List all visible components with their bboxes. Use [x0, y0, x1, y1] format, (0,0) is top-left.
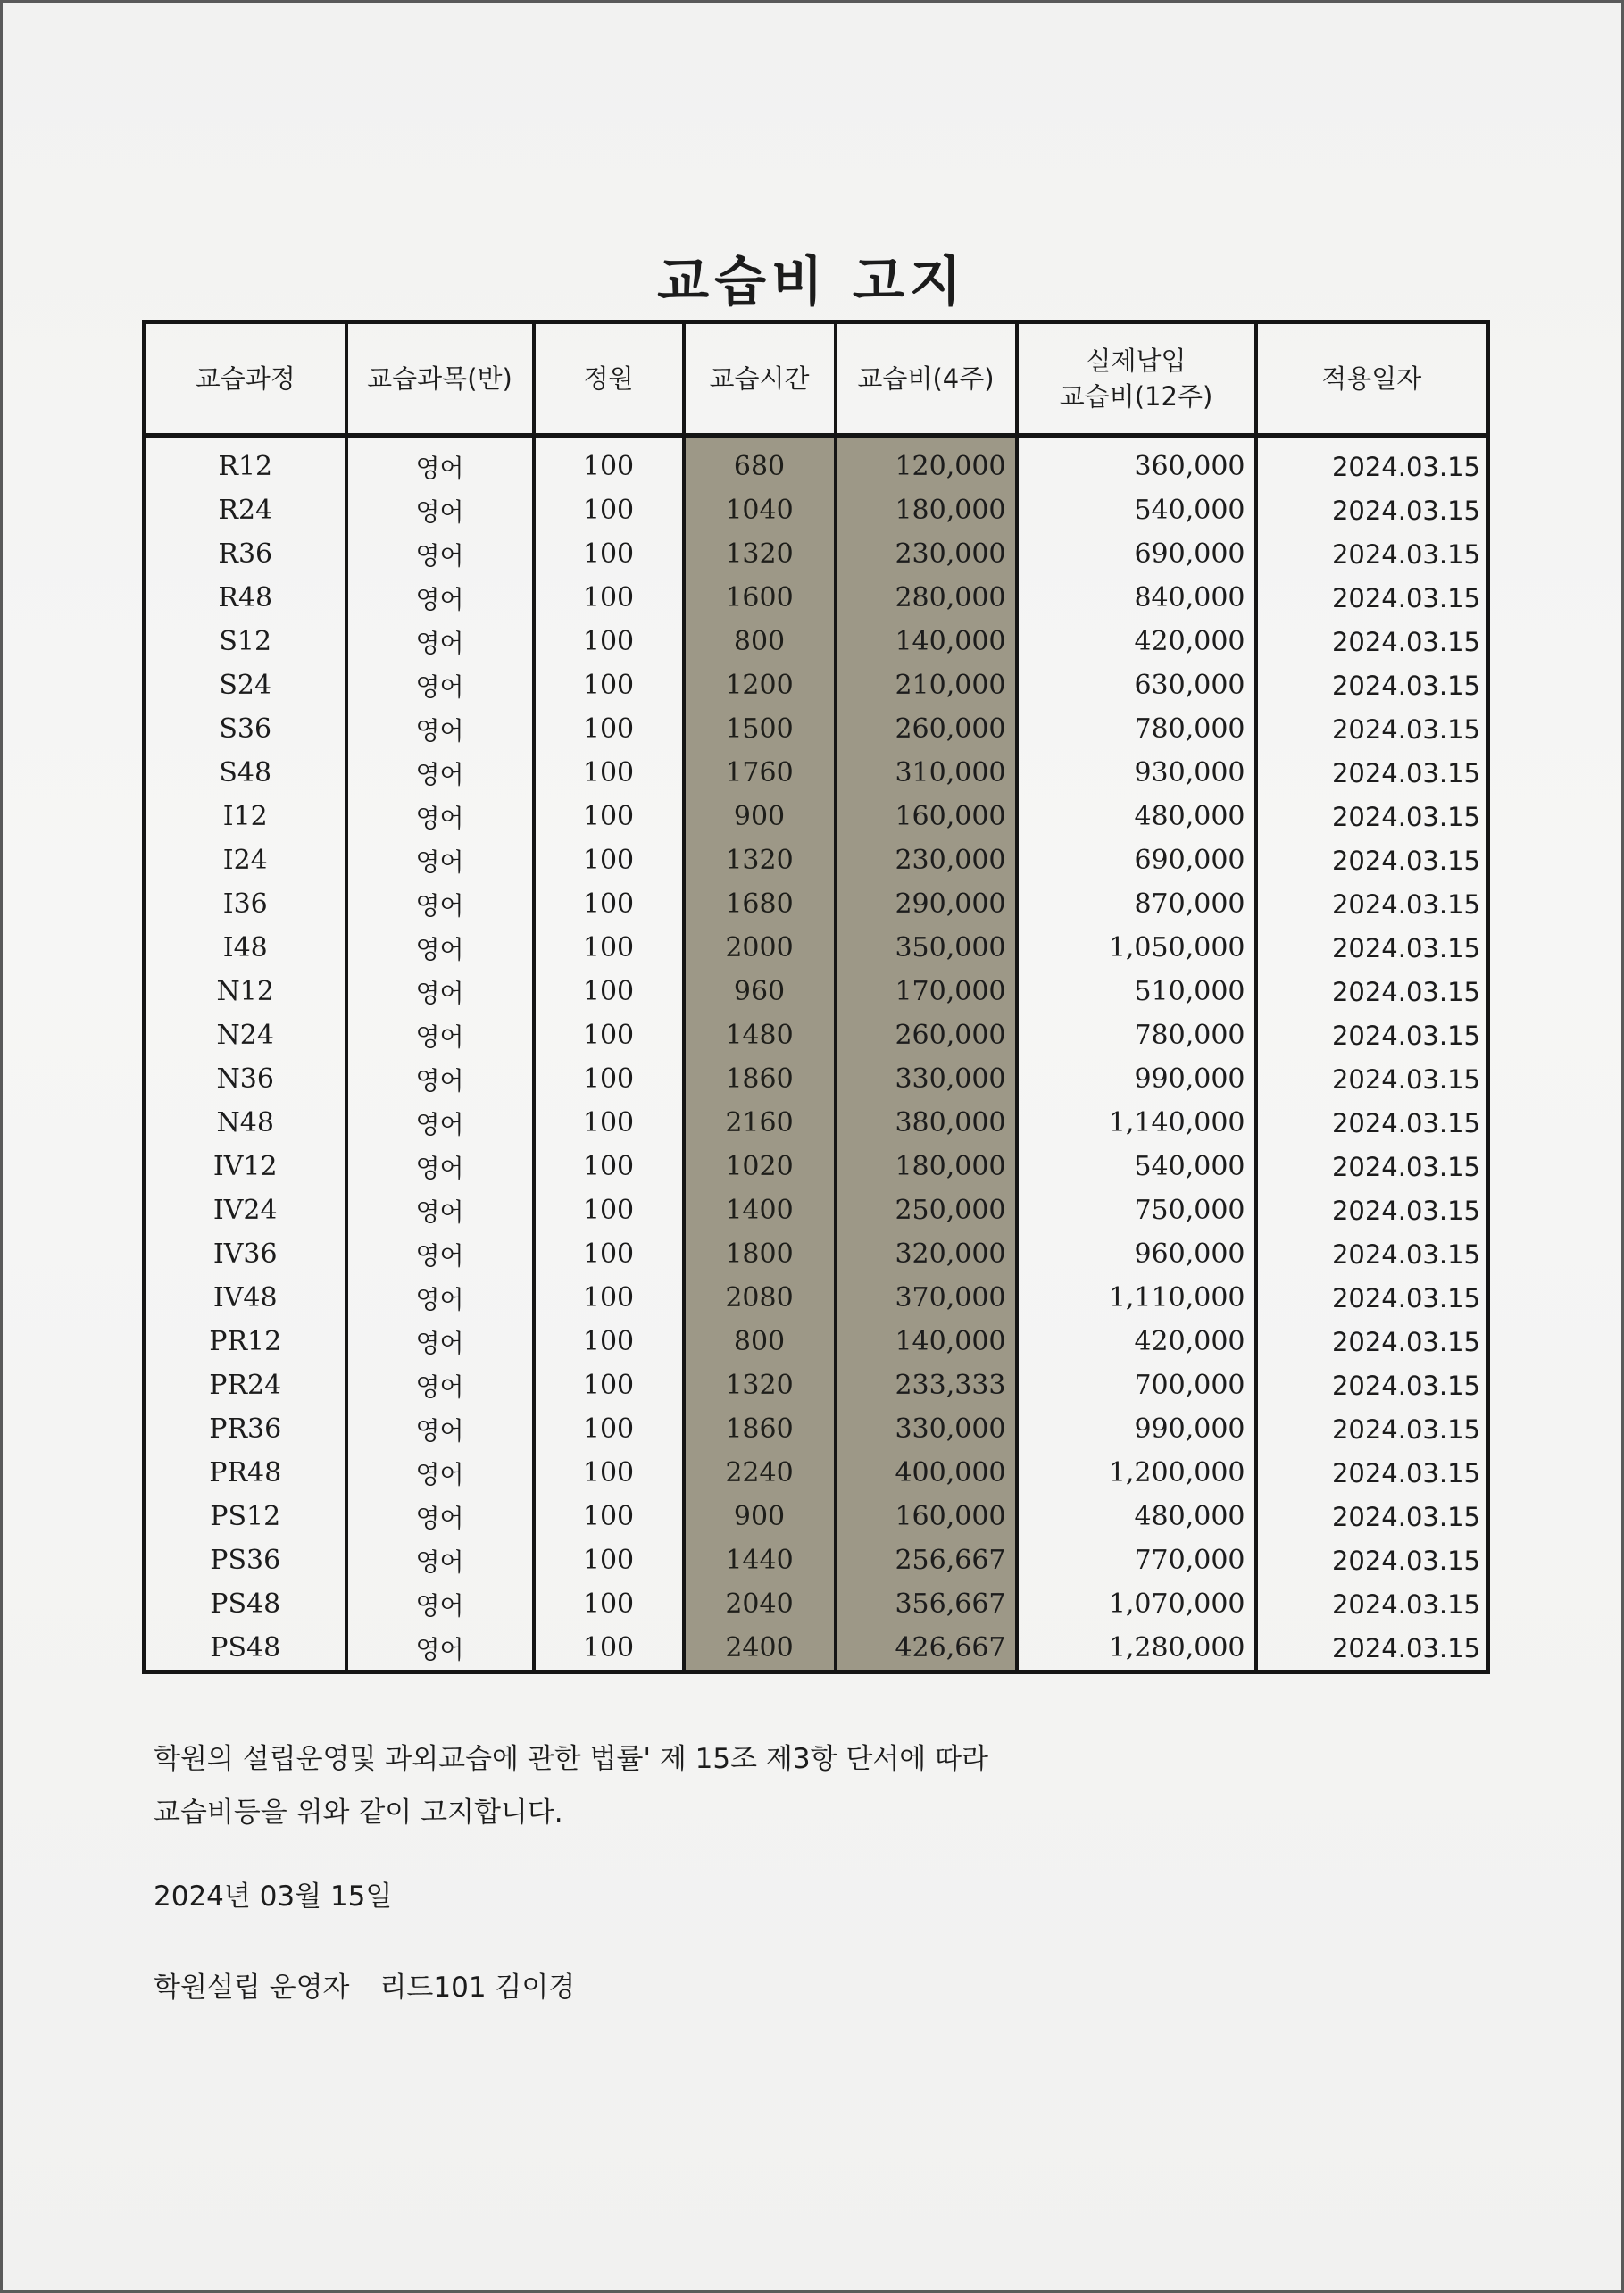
column-header: [1256, 322, 1488, 436]
fee-4-weeks-cell: 180,000: [836, 1145, 1017, 1188]
effective-date-cell: 2024.03.15: [1256, 838, 1488, 882]
fee-4-weeks-cell: 250,000: [836, 1188, 1017, 1232]
header-row: [145, 322, 1488, 436]
column-header-label: 적용일자: [1321, 363, 1422, 394]
table-row: [145, 1582, 1488, 1626]
effective-date-cell: 2024.03.15: [1256, 488, 1488, 532]
document-title: 교습비 고지: [657, 251, 967, 314]
table-row: [145, 1363, 1488, 1407]
subject-cell: 영어: [346, 1057, 534, 1101]
column-header: [534, 322, 684, 436]
table-row: [145, 926, 1488, 970]
effective-date-cell: 2024.03.15: [1256, 1363, 1488, 1407]
hours-cell: 1480: [684, 1013, 836, 1057]
fee-4-weeks-cell: 140,000: [836, 1320, 1017, 1363]
course-cell: IV24: [145, 1188, 346, 1232]
fee-12-weeks-cell: 1,110,000: [1017, 1276, 1256, 1320]
fee-12-weeks-cell: 360,000: [1017, 436, 1256, 489]
course-cell: N48: [145, 1101, 346, 1145]
table-row: [145, 1232, 1488, 1276]
hours-cell: 1200: [684, 663, 836, 707]
fee-12-weeks-cell: 540,000: [1017, 488, 1256, 532]
subject-cell: 영어: [346, 1495, 534, 1538]
hours-cell: 1600: [684, 576, 836, 620]
column-header-label: 정원: [583, 363, 634, 394]
course-cell: S48: [145, 751, 346, 795]
fee-12-weeks-cell: 1,200,000: [1017, 1451, 1256, 1495]
course-cell: IV12: [145, 1145, 346, 1188]
effective-date-cell: 2024.03.15: [1256, 1188, 1488, 1232]
column-header-label: 교습비(4주): [857, 363, 995, 394]
table-row: [145, 620, 1488, 663]
subject-cell: 영어: [346, 1538, 534, 1582]
table-row: [145, 576, 1488, 620]
course-cell: N24: [145, 1013, 346, 1057]
fee-4-weeks-cell: 180,000: [836, 488, 1017, 532]
column-header: [145, 322, 346, 436]
course-cell: IV48: [145, 1276, 346, 1320]
effective-date-cell: 2024.03.15: [1256, 436, 1488, 489]
effective-date-cell: 2024.03.15: [1256, 970, 1488, 1013]
effective-date-cell: 2024.03.15: [1256, 795, 1488, 838]
table-row: [145, 1057, 1488, 1101]
effective-date-cell: 2024.03.15: [1256, 1626, 1488, 1672]
notice-line-2: 교습비등을 위와 같이 고지합니다.: [154, 1797, 563, 1829]
fee-4-weeks-cell: 230,000: [836, 532, 1017, 576]
subject-cell: 영어: [346, 707, 534, 751]
effective-date-cell: 2024.03.15: [1256, 532, 1488, 576]
capacity-cell: 100: [534, 1538, 684, 1582]
hours-cell: 2000: [684, 926, 836, 970]
capacity-cell: 100: [534, 838, 684, 882]
capacity-cell: 100: [534, 751, 684, 795]
fee-12-weeks-cell: 780,000: [1017, 1013, 1256, 1057]
subject-cell: 영어: [346, 838, 534, 882]
fee-12-weeks-cell: 690,000: [1017, 532, 1256, 576]
effective-date-cell: 2024.03.15: [1256, 1538, 1488, 1582]
hours-cell: 1320: [684, 838, 836, 882]
fee-4-weeks-cell: 400,000: [836, 1451, 1017, 1495]
subject-cell: 영어: [346, 1101, 534, 1145]
fee-4-weeks-cell: 160,000: [836, 795, 1017, 838]
fee-12-weeks-cell: 1,280,000: [1017, 1626, 1256, 1672]
capacity-cell: 100: [534, 488, 684, 532]
effective-date-cell: 2024.03.15: [1256, 1451, 1488, 1495]
table-row: [145, 1538, 1488, 1582]
column-header: [684, 322, 836, 436]
fee-12-weeks-cell: 690,000: [1017, 838, 1256, 882]
hours-cell: 2400: [684, 1626, 836, 1672]
table-row: [145, 663, 1488, 707]
course-cell: R36: [145, 532, 346, 576]
course-cell: PR36: [145, 1407, 346, 1451]
subject-cell: 영어: [346, 1145, 534, 1188]
effective-date-cell: 2024.03.15: [1256, 882, 1488, 926]
course-cell: I24: [145, 838, 346, 882]
hours-cell: 800: [684, 620, 836, 663]
fee-12-weeks-cell: 780,000: [1017, 707, 1256, 751]
table-row: [145, 1276, 1488, 1320]
course-cell: PS48: [145, 1626, 346, 1672]
column-header-label: 교습시간: [709, 363, 810, 394]
column-header-label-line2: 교습비(12주): [1059, 381, 1213, 412]
subject-cell: 영어: [346, 1276, 534, 1320]
hours-cell: 800: [684, 1320, 836, 1363]
fee-12-weeks-cell: 960,000: [1017, 1232, 1256, 1276]
table-row: [145, 882, 1488, 926]
capacity-cell: 100: [534, 1276, 684, 1320]
hours-cell: 1680: [684, 882, 836, 926]
fee-12-weeks-cell: 1,070,000: [1017, 1582, 1256, 1626]
hours-cell: 1320: [684, 1363, 836, 1407]
effective-date-cell: 2024.03.15: [1256, 620, 1488, 663]
capacity-cell: 100: [534, 532, 684, 576]
table-row: [145, 436, 1488, 489]
fee-12-weeks-cell: 1,050,000: [1017, 926, 1256, 970]
effective-date-cell: 2024.03.15: [1256, 1582, 1488, 1626]
subject-cell: 영어: [346, 795, 534, 838]
capacity-cell: 100: [534, 1407, 684, 1451]
subject-cell: 영어: [346, 488, 534, 532]
subject-cell: 영어: [346, 751, 534, 795]
fee-12-weeks-cell: 540,000: [1017, 1145, 1256, 1188]
fee-4-weeks-cell: 320,000: [836, 1232, 1017, 1276]
subject-cell: 영어: [346, 1320, 534, 1363]
course-cell: I36: [145, 882, 346, 926]
table-row: [145, 795, 1488, 838]
course-cell: I12: [145, 795, 346, 838]
subject-cell: 영어: [346, 882, 534, 926]
subject-cell: 영어: [346, 620, 534, 663]
fee-4-weeks-cell: 260,000: [836, 707, 1017, 751]
capacity-cell: 100: [534, 1320, 684, 1363]
hours-cell: 1860: [684, 1057, 836, 1101]
table-row: [145, 1013, 1488, 1057]
fee-12-weeks-cell: 750,000: [1017, 1188, 1256, 1232]
fee-12-weeks-cell: 840,000: [1017, 576, 1256, 620]
effective-date-cell: 2024.03.15: [1256, 1320, 1488, 1363]
hours-cell: 960: [684, 970, 836, 1013]
hours-cell: 680: [684, 436, 836, 489]
fee-4-weeks-cell: 370,000: [836, 1276, 1017, 1320]
fee-12-weeks-cell: 700,000: [1017, 1363, 1256, 1407]
fee-12-weeks-cell: 990,000: [1017, 1057, 1256, 1101]
notice-date: 2024년 03월 15일: [154, 1880, 393, 1913]
fee-4-weeks-cell: 233,333: [836, 1363, 1017, 1407]
effective-date-cell: 2024.03.15: [1256, 926, 1488, 970]
fee-4-weeks-cell: 260,000: [836, 1013, 1017, 1057]
fee-12-weeks-cell: 420,000: [1017, 620, 1256, 663]
fee-4-weeks-cell: 170,000: [836, 970, 1017, 1013]
signature-line: [154, 1964, 605, 2005]
fee-12-weeks-cell: 930,000: [1017, 751, 1256, 795]
fee-12-weeks-cell: 990,000: [1017, 1407, 1256, 1451]
capacity-cell: 100: [534, 1232, 684, 1276]
table-row: [145, 970, 1488, 1013]
capacity-cell: 100: [534, 1101, 684, 1145]
fee-12-weeks-cell: 770,000: [1017, 1538, 1256, 1582]
capacity-cell: 100: [534, 707, 684, 751]
fee-4-weeks-cell: 140,000: [836, 620, 1017, 663]
hours-cell: 1400: [684, 1188, 836, 1232]
hours-cell: 2080: [684, 1276, 836, 1320]
hours-cell: 1320: [684, 532, 836, 576]
course-cell: IV36: [145, 1232, 346, 1276]
course-cell: S12: [145, 620, 346, 663]
table-row: [145, 532, 1488, 576]
fee-4-weeks-cell: 280,000: [836, 576, 1017, 620]
table-row: [145, 1145, 1488, 1188]
column-header-label: 실제납입: [1086, 346, 1187, 376]
fee-12-weeks-cell: 870,000: [1017, 882, 1256, 926]
table-row: [145, 1407, 1488, 1451]
fee-12-weeks-cell: 480,000: [1017, 795, 1256, 838]
fee-4-weeks-cell: 356,667: [836, 1582, 1017, 1626]
capacity-cell: 100: [534, 576, 684, 620]
capacity-cell: 100: [534, 1626, 684, 1672]
course-cell: PR12: [145, 1320, 346, 1363]
effective-date-cell: 2024.03.15: [1256, 751, 1488, 795]
fee-12-weeks-cell: 480,000: [1017, 1495, 1256, 1538]
hours-cell: 1500: [684, 707, 836, 751]
fee-12-weeks-cell: 630,000: [1017, 663, 1256, 707]
fee-12-weeks-cell: 420,000: [1017, 1320, 1256, 1363]
subject-cell: 영어: [346, 1407, 534, 1451]
effective-date-cell: 2024.03.15: [1256, 1495, 1488, 1538]
column-header: [836, 322, 1017, 436]
course-cell: S24: [145, 663, 346, 707]
hours-cell: 1020: [684, 1145, 836, 1188]
fee-12-weeks-cell: 1,140,000: [1017, 1101, 1256, 1145]
course-cell: PR24: [145, 1363, 346, 1407]
course-cell: PS12: [145, 1495, 346, 1538]
fee-12-weeks-cell: 510,000: [1017, 970, 1256, 1013]
table-header: [145, 322, 1488, 436]
course-cell: R12: [145, 436, 346, 489]
capacity-cell: 100: [534, 436, 684, 489]
notice-text: [154, 1732, 988, 1839]
subject-cell: 영어: [346, 1451, 534, 1495]
signer-role: 학원설립 운영자: [154, 1972, 350, 2004]
subject-cell: 영어: [346, 1013, 534, 1057]
capacity-cell: 100: [534, 1451, 684, 1495]
course-cell: N36: [145, 1057, 346, 1101]
hours-cell: 1040: [684, 488, 836, 532]
fee-4-weeks-cell: 256,667: [836, 1538, 1017, 1582]
fee-4-weeks-cell: 350,000: [836, 926, 1017, 970]
course-cell: N12: [145, 970, 346, 1013]
subject-cell: 영어: [346, 926, 534, 970]
effective-date-cell: 2024.03.15: [1256, 707, 1488, 751]
fee-4-weeks-cell: 330,000: [836, 1057, 1017, 1101]
hours-cell: 1760: [684, 751, 836, 795]
course-cell: PR48: [145, 1451, 346, 1495]
hours-cell: 900: [684, 795, 836, 838]
capacity-cell: 100: [534, 663, 684, 707]
capacity-cell: 100: [534, 970, 684, 1013]
table-body: [145, 436, 1488, 1672]
subject-cell: 영어: [346, 1188, 534, 1232]
effective-date-cell: 2024.03.15: [1256, 1232, 1488, 1276]
tuition-fee-table: [142, 320, 1490, 1674]
effective-date-cell: 2024.03.15: [1256, 663, 1488, 707]
effective-date-cell: 2024.03.15: [1256, 1407, 1488, 1451]
subject-cell: 영어: [346, 663, 534, 707]
capacity-cell: 100: [534, 882, 684, 926]
effective-date-cell: 2024.03.15: [1256, 576, 1488, 620]
fee-4-weeks-cell: 210,000: [836, 663, 1017, 707]
hours-cell: 2160: [684, 1101, 836, 1145]
hours-cell: 1800: [684, 1232, 836, 1276]
capacity-cell: 100: [534, 1145, 684, 1188]
capacity-cell: 100: [534, 1582, 684, 1626]
fee-4-weeks-cell: 310,000: [836, 751, 1017, 795]
capacity-cell: 100: [534, 1013, 684, 1057]
column-header: [1017, 322, 1256, 436]
hours-cell: 2040: [684, 1582, 836, 1626]
subject-cell: 영어: [346, 436, 534, 489]
effective-date-cell: 2024.03.15: [1256, 1276, 1488, 1320]
fee-4-weeks-cell: 330,000: [836, 1407, 1017, 1451]
capacity-cell: 100: [534, 1057, 684, 1101]
capacity-cell: 100: [534, 1188, 684, 1232]
fee-4-weeks-cell: 120,000: [836, 436, 1017, 489]
table-row: [145, 1101, 1488, 1145]
table-row: [145, 1320, 1488, 1363]
capacity-cell: 100: [534, 1495, 684, 1538]
capacity-cell: 100: [534, 926, 684, 970]
subject-cell: 영어: [346, 970, 534, 1013]
signer-name: 리드101 김이경: [379, 1972, 576, 2004]
capacity-cell: 100: [534, 620, 684, 663]
table-row: [145, 488, 1488, 532]
course-cell: R24: [145, 488, 346, 532]
subject-cell: 영어: [346, 576, 534, 620]
fee-4-weeks-cell: 290,000: [836, 882, 1017, 926]
table-row: [145, 751, 1488, 795]
subject-cell: 영어: [346, 1363, 534, 1407]
fee-4-weeks-cell: 380,000: [836, 1101, 1017, 1145]
subject-cell: 영어: [346, 532, 534, 576]
fee-4-weeks-cell: 426,667: [836, 1626, 1017, 1672]
capacity-cell: 100: [534, 795, 684, 838]
fee-4-weeks-cell: 160,000: [836, 1495, 1017, 1538]
hours-cell: 900: [684, 1495, 836, 1538]
subject-cell: 영어: [346, 1232, 534, 1276]
column-header: [346, 322, 534, 436]
table-row: [145, 1495, 1488, 1538]
hours-cell: 2240: [684, 1451, 836, 1495]
table-row: [145, 1626, 1488, 1672]
notice-line-1: 학원의 설립운영및 과외교습에 관한 법률' 제 15조 제3항 단서에 따라: [154, 1743, 988, 1775]
capacity-cell: 100: [534, 1363, 684, 1407]
table-row: [145, 1188, 1488, 1232]
table-row: [145, 707, 1488, 751]
subject-cell: 영어: [346, 1626, 534, 1672]
column-header-label: 교습과정: [195, 363, 296, 394]
course-cell: R48: [145, 576, 346, 620]
hours-cell: 1860: [684, 1407, 836, 1451]
course-cell: I48: [145, 926, 346, 970]
subject-cell: 영어: [346, 1582, 534, 1626]
column-header-label: 교습과목(반): [367, 363, 512, 394]
course-cell: S36: [145, 707, 346, 751]
effective-date-cell: 2024.03.15: [1256, 1145, 1488, 1188]
effective-date-cell: 2024.03.15: [1256, 1057, 1488, 1101]
effective-date-cell: 2024.03.15: [1256, 1013, 1488, 1057]
course-cell: PS36: [145, 1538, 346, 1582]
effective-date-cell: 2024.03.15: [1256, 1101, 1488, 1145]
hours-cell: 1440: [684, 1538, 836, 1582]
fee-4-weeks-cell: 230,000: [836, 838, 1017, 882]
course-cell: PS48: [145, 1582, 346, 1626]
table-row: [145, 1451, 1488, 1495]
table-row: [145, 838, 1488, 882]
